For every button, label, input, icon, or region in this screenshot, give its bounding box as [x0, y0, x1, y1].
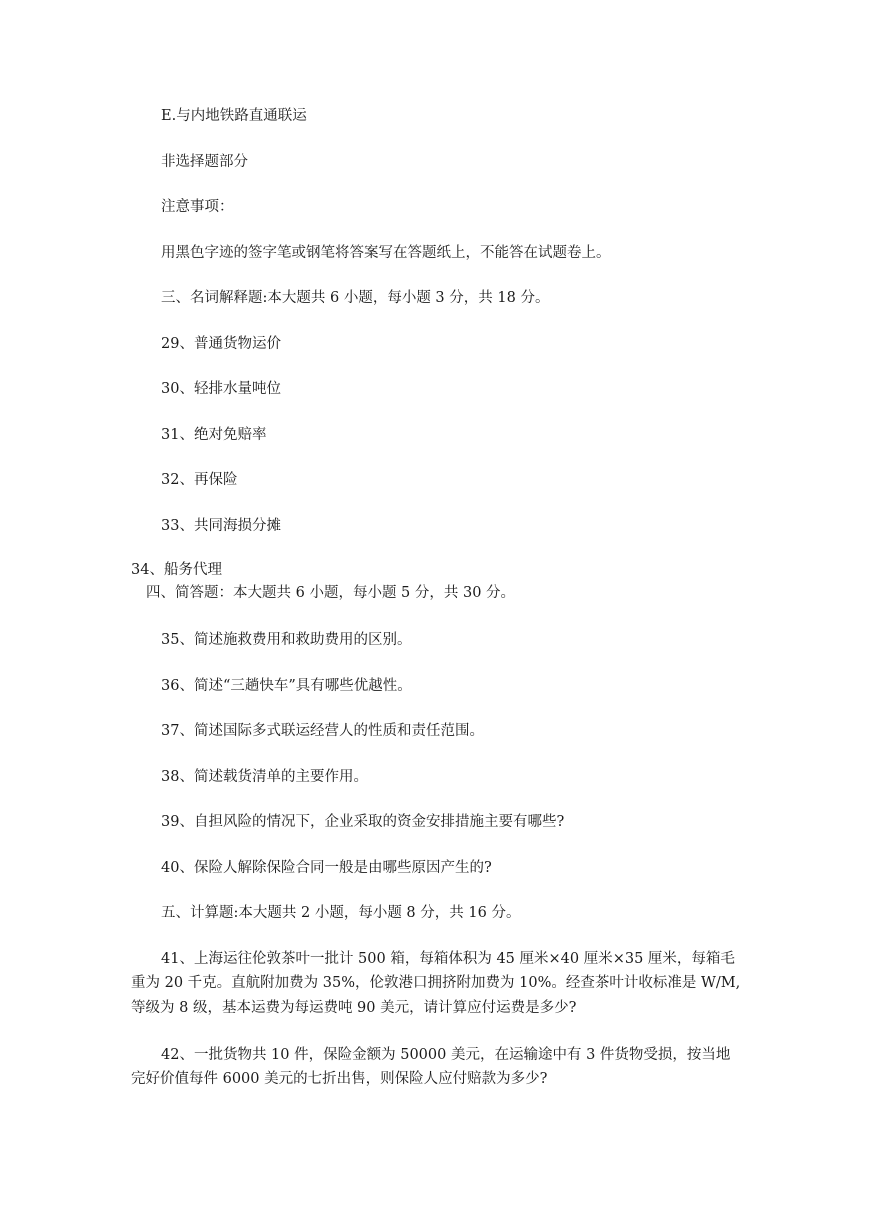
notice-text: 用黑色字迹的签字笔或钢笔将答案写在答题纸上，不能答在试题卷上。 — [161, 245, 611, 261]
question-33: 33、共同海损分摊 — [161, 518, 281, 534]
question-40: 40、保险人解除保险合同一般是由哪些原因产生的? — [161, 860, 492, 876]
question-35: 35、简述施救费用和救助费用的区别。 — [161, 632, 412, 648]
question-42-line-1: 42、一批货物共 10 件，保险金额为 50000 美元，在运输途中有 3 件货物受损，按当地 — [161, 1047, 731, 1063]
question-32: 32、再保险 — [161, 472, 238, 488]
question-37: 37、简述国际多式联运经营人的性质和责任范围。 — [161, 723, 484, 739]
section-5-heading: 五、计算题:本大题共 2 小题，每小题 8 分，共 16 分。 — [161, 905, 521, 921]
question-29: 29、普通货物运价 — [161, 336, 281, 352]
question-30: 30、轻排水量吨位 — [161, 381, 281, 397]
section-3-heading: 三、名词解释题:本大题共 6 小题，每小题 3 分，共 18 分。 — [161, 290, 550, 306]
question-41-line-2: 重为 20 千克。直航附加费为 35%，伦敦港口拥挤附加费为 10%。经查茶叶计收标准是 W/M, — [131, 975, 741, 991]
question-41-line-1: 41、上海运往伦敦茶叶一批计 500 箱，每箱体积为 45 厘米×40 厘米×35 厘米，每箱毛 — [161, 951, 735, 967]
notice-heading: 注意事项： — [161, 199, 234, 215]
option-e-text: E.与内地铁路直通联运 — [161, 108, 307, 124]
question-41-line-3: 等级为 8 级，基本运费为每运费吨 90 美元，请计算应付运费是多少? — [131, 1000, 577, 1016]
question-34: 34、船务代理 — [131, 562, 222, 578]
section-heading-non-choice: 非选择题部分 — [161, 154, 248, 170]
section-4-heading: 四、简答题：本大题共 6 小题，每小题 5 分，共 30 分。 — [146, 585, 516, 601]
question-39: 39、自担风险的情况下，企业采取的资金安排措施主要有哪些? — [161, 814, 565, 830]
question-38: 38、简述载货清单的主要作用。 — [161, 769, 368, 785]
question-31: 31、绝对免赔率 — [161, 427, 267, 443]
question-36: 36、简述“三趟快车”具有哪些优越性。 — [161, 678, 412, 694]
question-42-line-2: 完好价值每件 6000 美元的七折出售，则保险人应付赔款为多少? — [131, 1071, 548, 1087]
